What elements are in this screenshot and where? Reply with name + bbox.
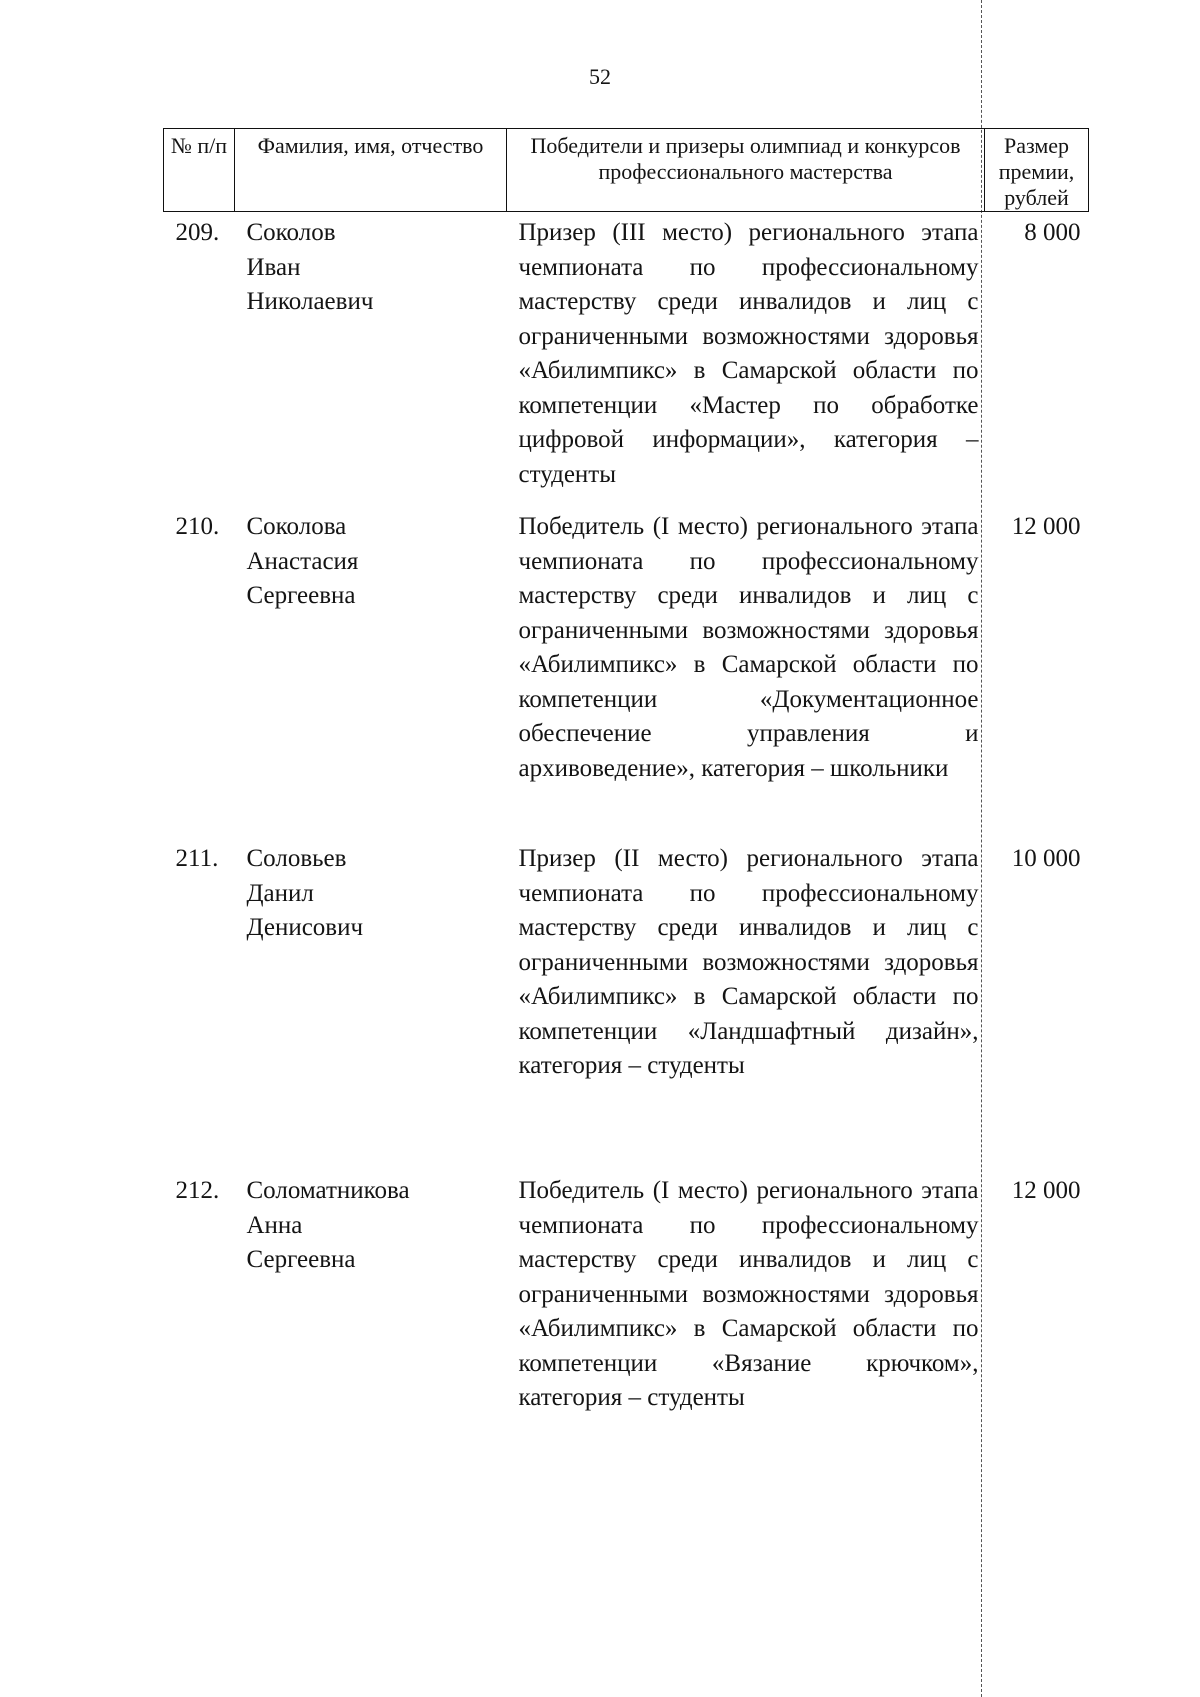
table-row bbox=[164, 1174, 1089, 1434]
first-name: Анна bbox=[246, 1211, 303, 1239]
award-description: Призер (II место) регионального этапа чемпионата по профессиональному мастерству среди инвалидов и лиц с ограниченными возможностями здоровья «Абилимпикс» в Самарской области по компетенции «Ландшафтный дизайн», категория – студенты bbox=[518, 845, 979, 1079]
person-name bbox=[235, 510, 507, 842]
row-number: 210. bbox=[175, 513, 220, 540]
person-name bbox=[235, 212, 507, 511]
header-num: № п/п bbox=[164, 129, 235, 212]
table-row bbox=[164, 212, 1089, 511]
first-name: Данил bbox=[246, 879, 314, 907]
row-number: 211. bbox=[175, 845, 219, 872]
award-description: Призер (III место) регионального этапа чемпионата по профессиональному мастерству среди инвалидов и лиц с ограниченными возможностями здоровья «Абилимпикс» в Самарской области по компетенции «Мастер по обработке цифровой информации», категория – студенты bbox=[518, 219, 979, 488]
middle-name: Сергеевна bbox=[246, 1246, 356, 1273]
table-row bbox=[164, 510, 1089, 842]
middle-name: Сергеевна bbox=[246, 582, 356, 609]
header-name: Фамилия, имя, отчество bbox=[235, 129, 507, 212]
last-name: Соловьев bbox=[246, 845, 347, 872]
person-name bbox=[235, 1174, 507, 1434]
first-name: Иван bbox=[246, 253, 301, 281]
header-prize: Размер премии, рублей bbox=[985, 129, 1089, 212]
middle-name: Николаевич bbox=[246, 288, 374, 315]
middle-name: Денисович bbox=[246, 914, 364, 941]
table-header-row bbox=[164, 129, 1089, 212]
prize-amount: 8 000 bbox=[1024, 219, 1081, 246]
prize-amount: 12 000 bbox=[1011, 513, 1081, 540]
last-name: Соколова bbox=[246, 513, 347, 540]
award-description: Победитель (I место) регионального этапа чемпионата по профессиональному мастерству среди инвалидов и лиц с ограниченными возможностями здоровья «Абилимпикс» в Самарской области по компетенции «Вязание крючком», категория – студенты bbox=[518, 1177, 979, 1411]
page-number: 52 bbox=[589, 64, 611, 89]
last-name: Соломатникова bbox=[246, 1177, 410, 1204]
header-desc: Победители и призеры олимпиад и конкурсов профессионального мастерства bbox=[507, 129, 985, 212]
row-number: 212. bbox=[175, 1177, 220, 1204]
prize-amount: 12 000 bbox=[1011, 1177, 1081, 1204]
awards-table bbox=[163, 128, 1089, 1434]
table-row bbox=[164, 842, 1089, 1174]
first-name: Анастасия bbox=[246, 547, 359, 575]
person-name bbox=[235, 842, 507, 1174]
award-description: Победитель (I место) регионального этапа чемпионата по профессиональному мастерству среди инвалидов и лиц с ограниченными возможностями здоровья «Абилимпикс» в Самарской области по компетенции «Документационное обеспечение управления и архивоведение», категория – школьники bbox=[518, 513, 979, 782]
prize-amount: 10 000 bbox=[1011, 845, 1081, 872]
last-name: Соколов bbox=[246, 219, 336, 246]
row-number: 209. bbox=[175, 219, 220, 246]
